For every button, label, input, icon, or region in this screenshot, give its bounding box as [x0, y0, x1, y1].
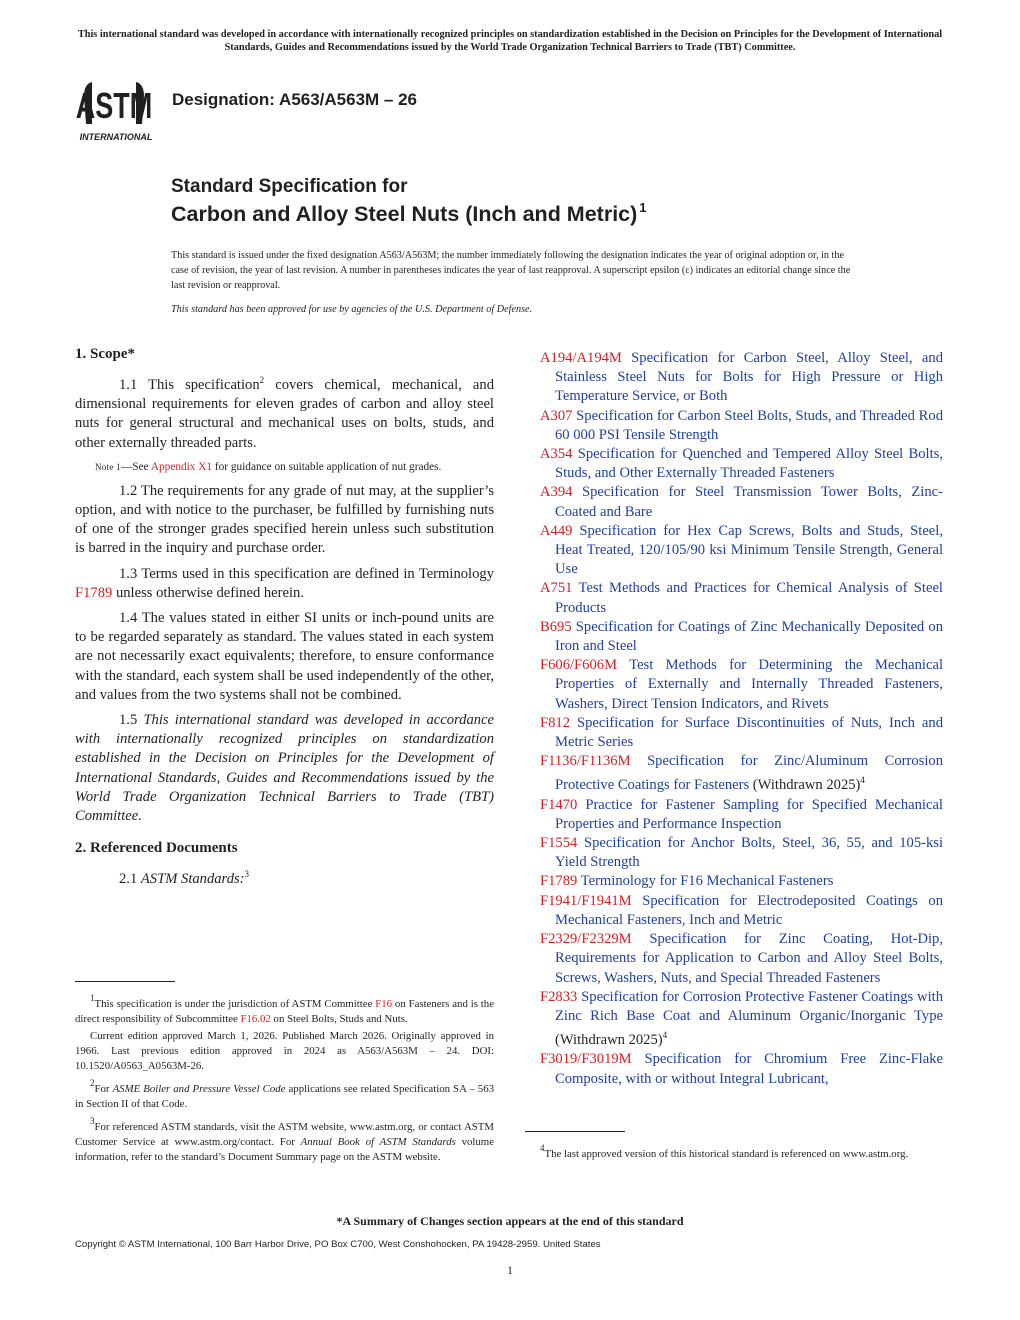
title-line-1: Standard Specification for	[171, 176, 408, 197]
reference-item	[540, 892, 943, 930]
reference-code-link[interactable]: A751	[540, 580, 573, 597]
reference-title-link[interactable]: Test Methods for Determining the Mechanical Properties of Externally and Internally Threaded Fasteners, Washers, Direct Tension Indicators, and Rivets	[555, 657, 943, 712]
note-label: Note 1	[95, 461, 122, 472]
reference-item	[540, 988, 943, 1051]
reference-item	[540, 930, 943, 988]
summary-of-changes-note: *A Summary of Changes section appears at the end of this standard	[336, 1214, 684, 1228]
reference-title-link[interactable]: Specification for Coatings of Zinc Mechanically Deposited on Iron and Steel	[555, 618, 943, 655]
footnote-1-edition: Current edition approved March 1, 2026. Published March 2026. Originally approved in 1966. Last previous edition approved in 2024 as A563/A563M – 24. DOI: 10.1520/A0563_A0563M-26.	[75, 1030, 494, 1072]
reference-code-link[interactable]: B695	[540, 618, 572, 635]
para-1-1: 1.1 This specification$^2$ covers chemical, mechanical, and dimensional requirements for eleven grades of carbon and alloy steel nuts for general structural and mechanical uses on bolts, studs, and other externally threaded parts.	[75, 375, 494, 451]
footnote-divider-right	[525, 1131, 625, 1132]
f16-link[interactable]: F16	[375, 998, 393, 1010]
left-column	[75, 346, 494, 895]
dod-approval-note: This standard has been approved for use by agencies of the U.S. Department of Defense.	[171, 304, 533, 315]
reference-code-link[interactable]: F2329/F2329M	[540, 931, 632, 948]
footnote-4: $^4$The last approved version of this historical standard is referenced on www.astm.org.	[540, 1143, 909, 1160]
footnote-marker: 4	[860, 775, 865, 786]
reference-title-link[interactable]: Specification for Surface Discontinuities of Nuts, Inch and Metric Series	[555, 714, 943, 751]
para-1-5: 1.5 This international standard was developed in accordance with internationally recognized principles on standardization established in the Decision on Principles for the Development of International Standards, Guides and Recommendations issued by the World Trade Organization Technical Barriers to Trade (TBT) Committee.	[75, 712, 495, 825]
reference-code-link[interactable]: F1470	[540, 796, 578, 813]
astm-logo	[72, 76, 162, 146]
references-heading: 2. Referenced Documents	[75, 840, 238, 857]
reference-code-link[interactable]: A394	[540, 484, 573, 501]
logo-label: INTERNATIONAL	[79, 132, 153, 142]
f1789-link[interactable]: F1789	[75, 584, 113, 601]
reference-item	[540, 522, 943, 580]
reference-title-link[interactable]: Specification for Steel Transmission Tower Bolts, Zinc-Coated and Bare	[555, 484, 944, 520]
reference-code-link[interactable]: F1554	[540, 835, 578, 852]
reference-code-link[interactable]: A194/A194M	[540, 350, 622, 366]
referenced-standards-list	[540, 349, 943, 1089]
reference-title-link[interactable]: Test Methods and Practices for Chemical Analysis of Steel Products	[555, 580, 943, 616]
reference-title-link[interactable]: Specification for Corrosion Protective Fastener Coatings with Zinc Rich Base Coat and Aluminum Organic/Inorganic Type	[555, 988, 943, 1024]
footnotes-left	[75, 991, 494, 1167]
reference-item	[540, 445, 943, 483]
reference-title-link[interactable]: Specification for Electrodeposited Coatings on Mechanical Fasteners, Inch and Metric	[555, 892, 943, 928]
page-number: 1	[507, 1263, 513, 1277]
footnote-3: $^3$For referenced ASTM standards, visit the ASTM website, www.astm.org, or contact ASTM Customer Service at www.astm.org/contact. For Annual Book of ASTM Standards volume information, refer to the standard’s Document Summary page on the ASTM website.	[75, 1116, 494, 1163]
reference-code-link[interactable]: F1136/F1136M	[540, 753, 631, 770]
reference-code-link[interactable]: F606/F606M	[540, 657, 618, 674]
withdrawn-note: (Withdrawn 2025)	[749, 777, 861, 794]
reference-title-link[interactable]: Specification for Zinc/Aluminum Corrosion Protective Coatings for Fasteners	[555, 753, 943, 794]
reference-title-link[interactable]: Practice for Fastener Sampling for Specified Mechanical Properties and Performance Inspection	[555, 796, 943, 832]
reference-item	[540, 407, 943, 445]
reference-title-link[interactable]: Specification for Anchor Bolts, Steel, 36, 55, and 105-ksi Yield Strength	[555, 835, 944, 871]
reference-code-link[interactable]: A354	[540, 446, 573, 463]
reference-title-link[interactable]: Terminology for F16 Mechanical Fasteners	[580, 873, 834, 890]
reference-code-link[interactable]: F2833	[540, 988, 578, 1005]
reference-item	[540, 483, 943, 521]
footnote-marker: 4	[662, 1030, 668, 1041]
reference-title-link[interactable]: Specification for Chromium Free Zinc-Flake Composite, with or without Integral Lubricant,	[555, 1051, 943, 1087]
reference-code-link[interactable]: A449	[540, 522, 573, 539]
reference-item	[540, 656, 943, 714]
reference-title-link[interactable]: Specification for Hex Cap Screws, Bolts and Studs, Steel, Heat Treated, 120/105/90 ksi Minimum Tensile Strength, General Use	[555, 522, 943, 578]
footnote-2: $^2$For ASME Boiler and Pressure Vessel Code applications see related Specification SA – 563 in Section II of that Code.	[75, 1078, 494, 1110]
note-1: Note 1—See Appendix X1 for guidance on suitable application of nut grades.	[95, 460, 442, 473]
para-1-4: 1.4 The values stated in either SI units or inch-pound units are to be regarded separately as standard. The values stated in each system are not necessarily exact equivalents; therefore, to ensure conformance with the standard, each system shall be used independently of the other, and values from the two systems shall not be combined.	[75, 610, 494, 703]
top-notice: This international standard was developed in accordance with internationally recognized principles on standardization established in the Decision on Principles for the Development of International Standards, Guides and Recommendations issued by the World Trade Organization Technical Barriers to Trade (TBT) Committee.	[77, 29, 943, 53]
title-line-2	[171, 200, 647, 227]
designation: Designation: A563/A563M – 26	[172, 90, 418, 109]
reference-title-link[interactable]: Specification for Carbon Steel, Alloy Steel, and Stainless Steel Nuts for Bolts for High Pressure or High Temperature Service, or Both	[555, 350, 943, 405]
f16-02-link[interactable]: F16.02	[240, 1013, 271, 1025]
para-1-3: 1.3 Terms used in this specification are defined in Terminology F1789 unless otherwise defined herein.	[75, 565, 494, 601]
reference-item	[540, 349, 943, 407]
para-2-1: 2.1 ASTM Standards:$^3$	[119, 869, 250, 888]
reference-item	[540, 872, 943, 891]
reference-title-link[interactable]: Specification for Carbon Steel Bolts, Studs, and Threaded Rod 60 000 PSI Tensile Strength	[555, 407, 943, 443]
title-footnote-marker: 1	[639, 200, 647, 215]
reference-item	[540, 834, 943, 872]
reference-code-link[interactable]: F1941/F1941M	[540, 892, 632, 909]
reference-item	[540, 579, 943, 617]
title-text: Carbon and Alloy Steel Nuts (Inch and Metric)	[171, 202, 638, 226]
reference-code-link[interactable]: F1789	[540, 873, 578, 890]
reference-title-link[interactable]: Specification for Quenched and Tempered Alloy Steel Bolts, Studs, and Other Externally Threaded Fasteners	[555, 446, 943, 482]
logo-wordmark: ASTM	[75, 84, 153, 126]
reference-item	[540, 796, 943, 834]
reference-code-link[interactable]: F812	[540, 714, 571, 731]
reference-item	[540, 714, 943, 752]
scope-heading: 1. Scope*	[75, 346, 135, 362]
reference-title-link[interactable]: Specification for Zinc Coating, Hot-Dip, Requirements for Application to Carbon and Alloy Steel Bolts, Screws, Washers, Nuts, and Special Threaded Fasteners	[555, 931, 944, 986]
reference-item	[540, 1050, 943, 1088]
reference-code-link[interactable]: F3019/F3019M	[540, 1051, 632, 1068]
issued-note: This standard is issued under the fixed designation A563/A563M; the number immediately following the designation indicates the year of original adoption or, in the case of revision, the year of last revision. A number in parentheses indicates the year of last reapproval. A superscript epsilon (ε) indicates an editorial change since the last revision or reapproval.	[171, 250, 851, 291]
footnote-divider-left	[75, 981, 175, 982]
footnote-1: $^1$This specification is under the jurisdiction of ASTM Committee F16 on Fasteners and is the direct responsibility of Subcommittee F16.02 on Steel Bolts, Studs and Nuts.	[75, 993, 494, 1025]
reference-item	[540, 752, 943, 795]
reference-code-link[interactable]: A307	[540, 407, 573, 424]
copyright: Copyright © ASTM International, 100 Barr Harbor Drive, PO Box C700, West Conshohocken, PA 19428-2959. United States	[75, 1239, 601, 1250]
para-1-2: 1.2 The requirements for any grade of nut may, at the supplier’s option, and with notice to the purchaser, be fulfilled by furnishing nuts of one of the stronger grades specified herein unless such substitution is barred in the inquiry and purchase order.	[75, 482, 494, 557]
footnotes-right	[525, 1141, 943, 1164]
withdrawn-note: (Withdrawn 2025)	[555, 1032, 663, 1049]
reference-item	[540, 618, 943, 656]
appendix-link[interactable]: Appendix X1	[150, 460, 213, 473]
